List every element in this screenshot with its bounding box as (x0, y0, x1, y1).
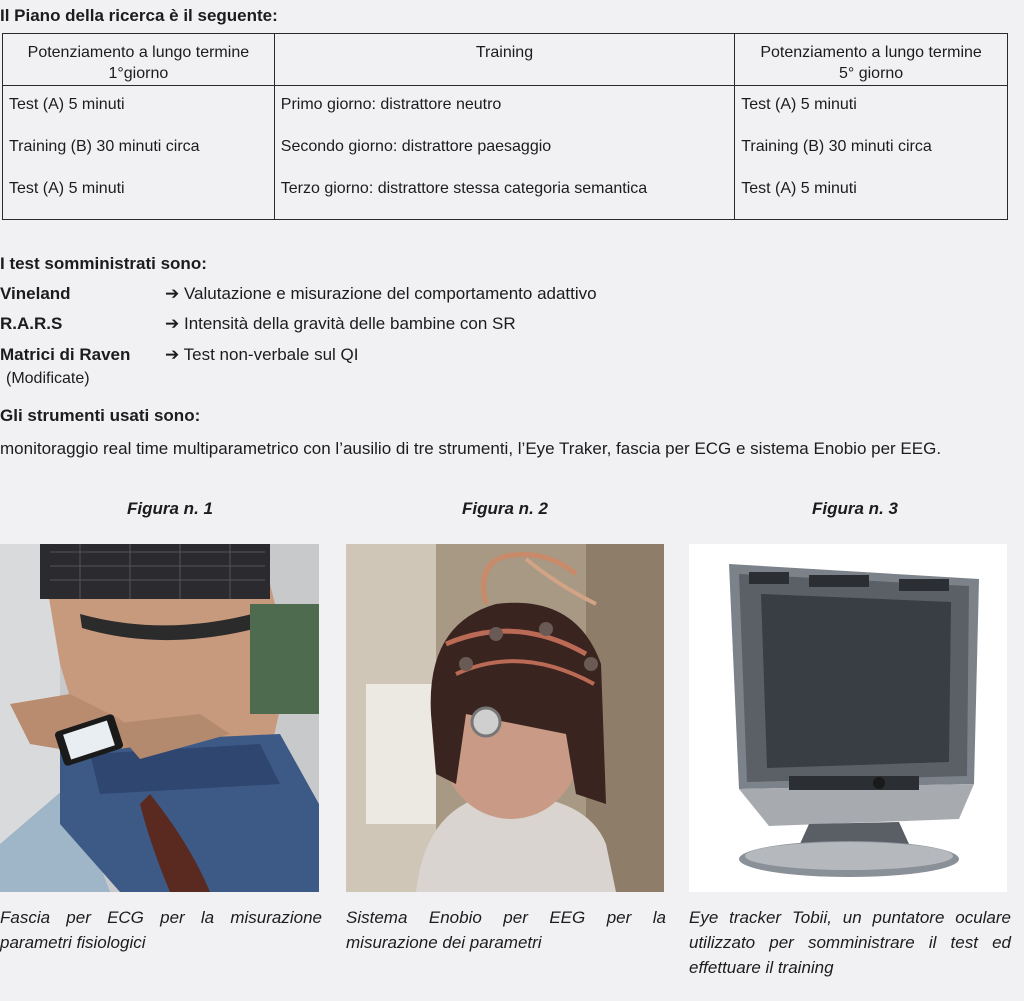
figure-1-title: Figura n. 1 (127, 499, 213, 518)
header-day5: Potenziamento a lungo termine 5° giorno (735, 34, 1008, 86)
figure-2-title: Figura n. 2 (462, 499, 548, 518)
test-name: R.A.R.S (0, 314, 63, 333)
table-cell: Test (A) 5 minuti (735, 170, 1008, 220)
table-cell: Secondo giorno: distrattore paesaggio (274, 128, 734, 170)
eye-tracker-illustration (689, 544, 1007, 892)
figure-1-photo (0, 544, 319, 892)
figure-2-caption: Sistema Enobio per EEG per la misurazione dei parametri (346, 908, 666, 952)
test-item-raven (0, 345, 358, 365)
table-cell: Test (A) 5 minuti (735, 86, 1008, 128)
test-name: Vineland (0, 284, 71, 303)
test-desc: ➔ Intensità della gravità delle bambine con SR (165, 314, 516, 333)
figure-3-photo (689, 544, 1007, 892)
test-item-rars (0, 314, 516, 334)
test-name: Matrici di Raven (0, 345, 131, 364)
table-row (3, 86, 1008, 128)
plan-heading: Il Piano della ricerca è il seguente: (0, 6, 278, 25)
table-cell: Test (A) 5 minuti (3, 170, 275, 220)
figure-3-title: Figura n. 3 (812, 499, 898, 518)
header-day1: Potenziamento a lungo termine 1°giorno (3, 34, 275, 86)
table-cell: Training (B) 30 minuti circa (3, 128, 275, 170)
ecg-belt-illustration (0, 544, 319, 892)
figure-3-caption: Eye tracker Tobii, un puntatore oculare utilizzato per somministrare il test ed effettuare il training (689, 908, 1011, 977)
test-note: (Modificate) (6, 370, 90, 387)
table-row (3, 128, 1008, 170)
figure-2-photo (346, 544, 664, 892)
test-item-vineland (0, 284, 597, 304)
tools-heading: Gli strumenti usati sono: (0, 406, 201, 425)
figure-1-caption: Fascia per ECG per la misurazione parametri fisiologici (0, 908, 322, 952)
table-cell: Primo giorno: distrattore neutro (274, 86, 734, 128)
tests-heading: I test somministrati sono: (0, 254, 207, 273)
table-cell: Test (A) 5 minuti (3, 86, 275, 128)
eeg-cap-illustration (346, 544, 664, 892)
table-row (3, 170, 1008, 220)
table-cell: Terzo giorno: distrattore stessa categoria semantica (274, 170, 734, 220)
tools-text: monitoraggio real time multiparametrico con l’ausilio di tre strumenti, l’Eye Traker, fascia per ECG e sistema Enobio per EEG. (0, 439, 942, 458)
plan-header-row (3, 34, 1008, 86)
plan-table (2, 33, 1008, 220)
test-desc: ➔ Valutazione e misurazione del comportamento adattivo (165, 284, 597, 303)
test-desc: ➔ Test non-verbale sul QI (165, 345, 359, 364)
header-training: Training (274, 34, 734, 86)
table-cell: Training (B) 30 minuti circa (735, 128, 1008, 170)
